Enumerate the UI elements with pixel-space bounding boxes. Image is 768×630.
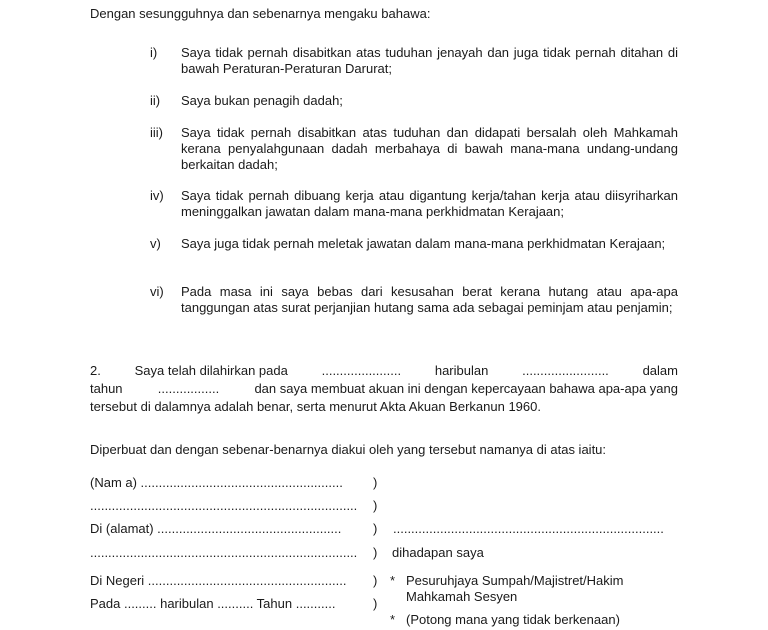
bracket: ): [373, 475, 378, 490]
signature-line: ...........................................................................: [393, 521, 664, 536]
state-field: Di Negeri .......................................................: [90, 573, 347, 588]
item-text: Saya tidak pernah disabitkan atas tuduhan dan didapati bersalah oleh Mahkamah kerana penyalahgunaan dadah merbahaya di bawah mana-mana undang-undang berkaitan dadah;: [181, 125, 678, 172]
declaration-item: [150, 236, 678, 252]
declaration-item: [150, 188, 678, 220]
para-text: Saya telah dilahirkan pada: [134, 363, 288, 378]
item-text: Saya bukan penagih dadah;: [181, 93, 343, 108]
para-text: dan saya membuat akuan ini dengan kepercayaan bahawa apa-apa yang: [254, 381, 678, 396]
declaration-item: [150, 125, 678, 173]
birth-year-blank: .................: [157, 381, 220, 396]
declaration-statement: Diperbuat dan dengan sebenar-benarnya diakui oleh yang tersebut namanya di atas iaitu:: [90, 442, 607, 457]
declaration-item: [150, 45, 678, 77]
item-text: Saya juga tidak pernah meletak jawatan dalam mana-mana perkhidmatan Kerajaan;: [181, 236, 666, 251]
para-text: tersebut di dalamnya adalah benar, serta menurut Akta Akuan Berkanun 1960.: [90, 399, 541, 414]
item-number: iv): [150, 188, 164, 203]
item-number: i): [150, 45, 158, 60]
declaration-item: [150, 284, 678, 316]
name-field: (Nam a) ........................................................: [90, 475, 343, 490]
commissioner-title: Pesuruhjaya Sumpah/Majistret/Hakim: [406, 573, 624, 588]
item-number: v): [150, 236, 161, 251]
para-text: tahun: [90, 381, 123, 396]
strike-out-note: (Potong mana yang tidak berkenaan): [406, 612, 620, 627]
name-field-line2: ..........................................................................: [90, 498, 358, 513]
paragraph-2: [90, 362, 678, 416]
item-number: ii): [150, 93, 161, 108]
declaration-item: [150, 93, 678, 109]
birth-month-blank: ........................: [522, 363, 609, 378]
item-text: Saya tidak pernah disabitkan atas tuduhan jenayah dan juga tidak pernah ditahan di bawah Peraturan-Peraturan Darurat;: [181, 45, 678, 76]
bracket: ): [373, 521, 378, 536]
asterisk: *: [390, 573, 396, 588]
intro-text: Dengan sesungguhnya dan sebenarnya mengaku bahawa:: [90, 6, 431, 21]
para-number: 2.: [90, 363, 101, 378]
item-text: Pada masa ini saya bebas dari kesusahan berat kerana hutang atau apa-apa tanggungan atas surat perjanjian hutang sama ada sebagai peminjam atau penjamin;: [181, 284, 678, 315]
item-number: vi): [150, 284, 164, 299]
para-text: haribulan: [434, 363, 489, 378]
para-text: dalam: [642, 363, 678, 378]
bracket: ): [373, 545, 378, 560]
date-field: Pada ......... haribulan .......... Tahun ...........: [90, 596, 336, 611]
asterisk: *: [390, 612, 396, 627]
in-presence-text: dihadapan saya: [392, 545, 484, 560]
address-field: Di (alamat) ...................................................: [90, 521, 342, 536]
bracket: ): [373, 498, 378, 513]
commissioner-title-line2: Mahkamah Sesyen: [406, 589, 518, 604]
bracket: ): [373, 573, 378, 588]
item-number: iii): [150, 125, 163, 140]
birth-day-blank: ......................: [321, 363, 402, 378]
address-field-line2: ..........................................................................: [90, 545, 358, 560]
item-text: Saya tidak pernah dibuang kerja atau digantung kerja/tahan kerja atau diisyriharkan meninggalkan jawatan dalam mana-mana perkhidmatan Kerajaan;: [181, 188, 678, 219]
bracket: ): [373, 596, 378, 611]
